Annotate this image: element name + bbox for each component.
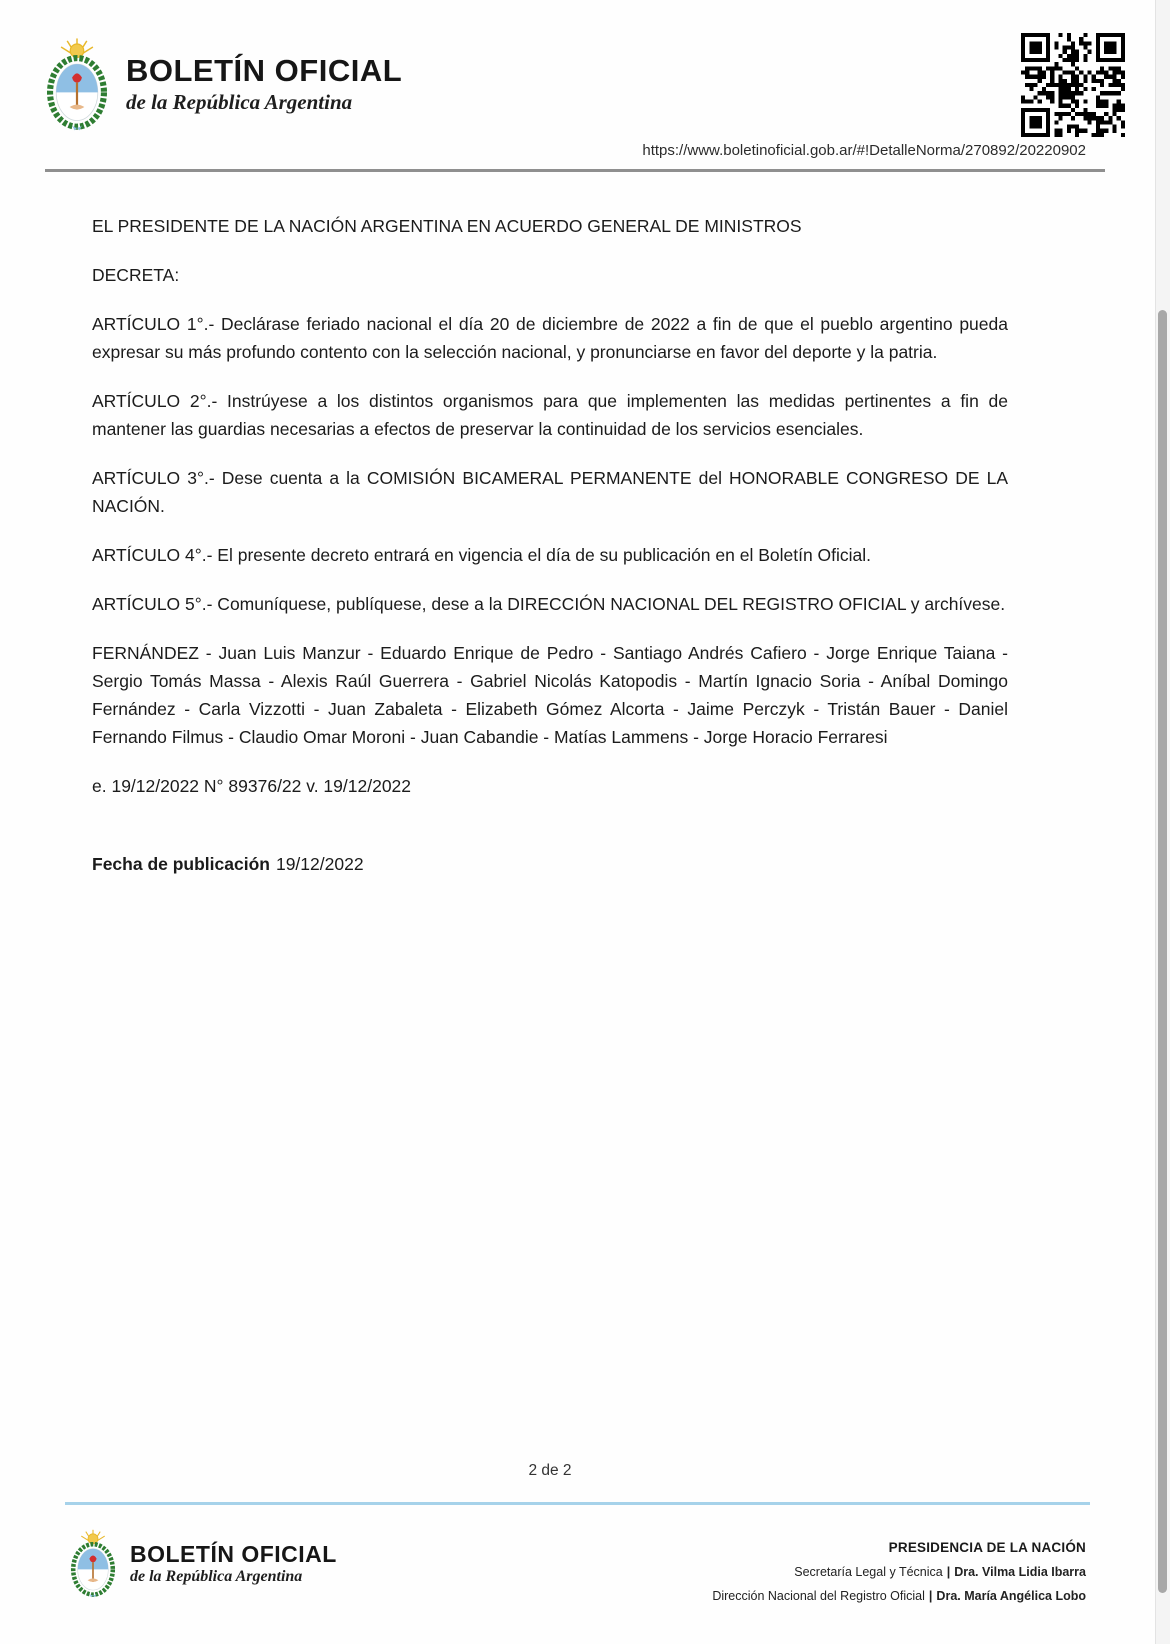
- scrollbar-track[interactable]: [1155, 0, 1170, 1644]
- coat-of-arms-icon: [66, 1528, 120, 1600]
- footer-divider: [65, 1502, 1090, 1505]
- footer-official-name: Dra. Vilma Lidia Ibarra: [954, 1565, 1086, 1579]
- footer-official-name: Dra. María Angélica Lobo: [936, 1589, 1086, 1603]
- article-3: ARTÍCULO 3°.- Dese cuenta a la COMISIÓN BICAMERAL PERMANENTE del HONORABLE CONGRESO DE LA NACIÓN.: [92, 468, 1008, 516]
- footer-office: Secretaría Legal y Técnica: [794, 1565, 943, 1579]
- publication-line: [92, 850, 1008, 878]
- document-body: [92, 212, 1008, 899]
- footer-credit-line: [712, 1589, 1086, 1603]
- brand-subtitle: de la República Argentina: [126, 90, 353, 115]
- article-5: ARTÍCULO 5°.- Comuníquese, publíquese, dese a la DIRECCIÓN NACIONAL DEL REGISTRO OFICIAL y archívese.: [92, 594, 1006, 614]
- article-4: ARTÍCULO 4°.- El presente decreto entrará en vigencia el día de su publicación en el Boletín Oficial.: [92, 545, 872, 565]
- footer-office: Dirección Nacional del Registro Oficial: [712, 1589, 925, 1603]
- footer-presidency: PRESIDENCIA DE LA NACIÓN: [888, 1540, 1086, 1555]
- article-1: ARTÍCULO 1°.- Declárase feriado nacional el día 20 de diciembre de 2022 a fin de que el pueblo argentino pueda expresar su más profundo contento con la selección nacional, y pronunciarse en favor del deporte y la patria.: [92, 314, 1008, 362]
- brand-subtitle: de la República Argentina: [130, 1568, 303, 1586]
- footer-separator: |: [946, 1565, 951, 1579]
- header-brand: [40, 36, 402, 134]
- signatories: FERNÁNDEZ - Juan Luis Manzur - Eduardo Enrique de Pedro - Santiago Andrés Cafiero - Jorge Enrique Taiana - Sergio Tomás Massa - Alexis Raúl Guerrera - Gabriel Nicolás Katopodis - Martín Ignacio Soria - Aníbal Domingo Fernández - Carla Vizzotti - Juan Zabaleta - Elizabeth Gómez Alcorta - Jaime Perczyk - Tristán Bauer - Daniel Fernando Filmus - Claudio Omar Moroni - Juan Cabandie - Matías Lammens - Jorge Horacio Ferraresi: [92, 643, 1008, 747]
- coat-of-arms-icon: [40, 36, 114, 134]
- brand-title: BOLETÍN OFICIAL: [126, 52, 403, 88]
- brand-title: BOLETÍN OFICIAL: [130, 1540, 337, 1567]
- footer-separator: |: [928, 1589, 933, 1603]
- qr-code: [1021, 33, 1125, 137]
- footer-brand: [66, 1528, 337, 1600]
- intro-line: EL PRESIDENTE DE LA NACIÓN ARGENTINA EN ACUERDO GENERAL DE MINISTROS: [92, 216, 802, 236]
- footer-credit-line: [712, 1565, 1086, 1579]
- publication-date: 19/12/2022: [275, 854, 364, 874]
- header-divider: [45, 169, 1105, 172]
- document-url: https://www.boletinoficial.gob.ar/#!DetalleNorma/270892/20220902: [642, 142, 1086, 159]
- page-indicator: 2 de 2: [528, 1462, 572, 1479]
- footer-credits: [712, 1540, 1086, 1603]
- article-2: ARTÍCULO 2°.- Instrúyese a los distintos organismos para que implementen las medidas pertinentes a fin de mantener las guardias necesarias a efectos de preservar la continuidad de los servicios esenciales.: [92, 391, 1008, 439]
- publication-label: Fecha de publicación: [92, 854, 270, 874]
- decreta-line: DECRETA:: [92, 265, 180, 285]
- scrollbar-thumb[interactable]: [1158, 310, 1167, 1593]
- registry-line: e. 19/12/2022 N° 89376/22 v. 19/12/2022: [92, 776, 412, 796]
